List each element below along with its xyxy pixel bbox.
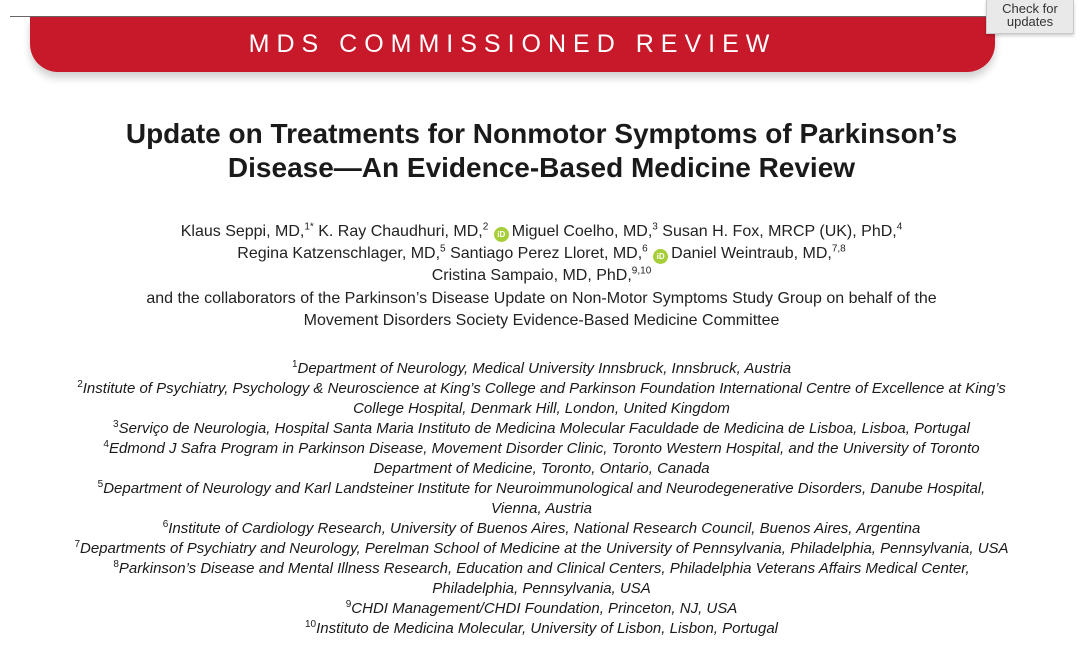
- title-line2: Disease—An Evidence-Based Medicine Review: [227, 152, 856, 183]
- affiliation-8: [0, 559, 1083, 579]
- author-name: Cristina Sampaio, MD, PhD,: [431, 267, 632, 284]
- affiliation-text: Department of Neurology, Medical University Innsbruck, Innsbruck, Austria: [297, 360, 792, 377]
- affiliation-text: Institute of Psychiatry, Psychology & Neuroscience at King’s College and Parkinson Foundation International Centre of Excellence at King’s: [82, 380, 1006, 397]
- affiliation-text: Instituto de Medicina Molecular, University of Lisbon, Lisbon, Portugal: [316, 620, 779, 637]
- affiliation-text: Parkinson’s Disease and Mental Illness Research, Education and Clinical Centers, Philadelphia Veterans Affairs Medical Center,: [118, 560, 970, 577]
- affiliation-text: Serviço de Neurologia, Hospital Santa Maria Instituto de Medicina Molecular Faculdade de Medicina de Lisboa, Lisboa, Portugal: [118, 420, 970, 437]
- affiliation-6: [0, 519, 1083, 539]
- affiliation-9: [0, 599, 1083, 619]
- collaborators-line-2: Movement Disorders Society Evidence-Based Medicine Committee: [303, 312, 780, 329]
- affiliation-5-cont: Vienna, Austria: [491, 500, 592, 517]
- author-sup: 6: [642, 243, 648, 255]
- affiliation-2: [0, 379, 1083, 399]
- section-banner: [30, 17, 995, 72]
- affiliation-text: Departments of Psychiatry and Neurology, Perelman School of Medicine at the University of Pennsylvania, Philadelphia, Pennsylvania, USA: [80, 540, 1009, 557]
- title-line1: Update on Treatments for Nonmotor Symptoms of Parkinson’s: [125, 118, 958, 149]
- check-for-updates-button[interactable]: [986, 0, 1074, 34]
- author-sup: 1*: [304, 221, 314, 233]
- affiliation-number: 8: [113, 559, 119, 570]
- affiliation-7: [0, 539, 1083, 559]
- author-sup: 3: [652, 221, 658, 233]
- author-name: Daniel Weintraub, MD,: [671, 245, 832, 262]
- orcid-icon[interactable]: iD: [494, 227, 509, 242]
- affiliation-number: 3: [113, 419, 119, 430]
- author-line-3: [0, 265, 1083, 287]
- author-line-1: [0, 221, 1083, 243]
- author-name: Regina Katzenschlager, MD,: [237, 245, 441, 262]
- affiliation-4-cont: Department of Medicine, Toronto, Ontario, Canada: [373, 460, 710, 477]
- affiliation-1: [0, 359, 1083, 379]
- orcid-icon[interactable]: iD: [653, 249, 668, 264]
- author-name: Klaus Seppi, MD,: [180, 223, 305, 240]
- author-name: Santiago Perez Lloret, MD,: [450, 245, 643, 262]
- affiliation-2-cont: College Hospital, Denmark Hill, London, United Kingdom: [353, 400, 730, 417]
- affiliation-8-cont: Philadelphia, Pennsylvania, USA: [432, 580, 651, 597]
- author-sup: 4: [896, 221, 903, 233]
- author-name: Miguel Coelho, MD,: [511, 223, 653, 240]
- affiliation-number: 6: [162, 519, 169, 530]
- author-sup: 5: [440, 243, 446, 255]
- affiliation-number: 9: [345, 599, 352, 610]
- author-sup: 7,8: [831, 243, 846, 255]
- affiliation-4: [0, 439, 1083, 459]
- affiliation-5: [0, 479, 1083, 499]
- check-updates-line1: Check for: [1002, 1, 1058, 16]
- author-sup: 9,10: [631, 265, 652, 277]
- affiliation-number: 10: [304, 619, 317, 630]
- check-updates-line2: updates: [1006, 14, 1054, 29]
- affiliation-text: Department of Neurology and Karl Landsteiner Institute for Neuroimmunological and Neurodegenerative Disorders, Danube Hospital,: [103, 480, 986, 497]
- author-name: Susan H. Fox, MRCP (UK), PhD,: [662, 223, 897, 240]
- affiliation-text: Edmond J Safra Program in Parkinson Disease, Movement Disorder Clinic, Toronto Western Hospital, and the University of Toronto: [108, 440, 980, 457]
- affiliation-text: CHDI Management/CHDI Foundation, Princeton, NJ, USA: [351, 600, 738, 617]
- article-title: [40, 117, 1043, 185]
- affiliation-number: 4: [103, 439, 109, 450]
- banner-label: MDS COMMISSIONED REVIEW: [248, 30, 777, 58]
- affiliation-10: [0, 619, 1083, 639]
- author-name: K. Ray Chaudhuri, MD,: [318, 223, 483, 240]
- author-sup: 2: [482, 221, 489, 233]
- affiliation-number: 5: [97, 479, 104, 490]
- affiliation-number: 1: [291, 359, 298, 370]
- affiliation-number: 2: [77, 379, 83, 390]
- collaborators-line-1: and the collaborators of the Parkinson’s Disease Update on Non-Motor Symptoms Study Group on behalf of the: [146, 290, 937, 307]
- author-line-2: [0, 243, 1083, 265]
- affiliation-number: 7: [74, 539, 80, 550]
- affiliation-text: Institute of Cardiology Research, University of Buenos Aires, National Research Council, Buenos Aires, Argentina: [168, 520, 921, 537]
- affiliation-3: [0, 419, 1083, 439]
